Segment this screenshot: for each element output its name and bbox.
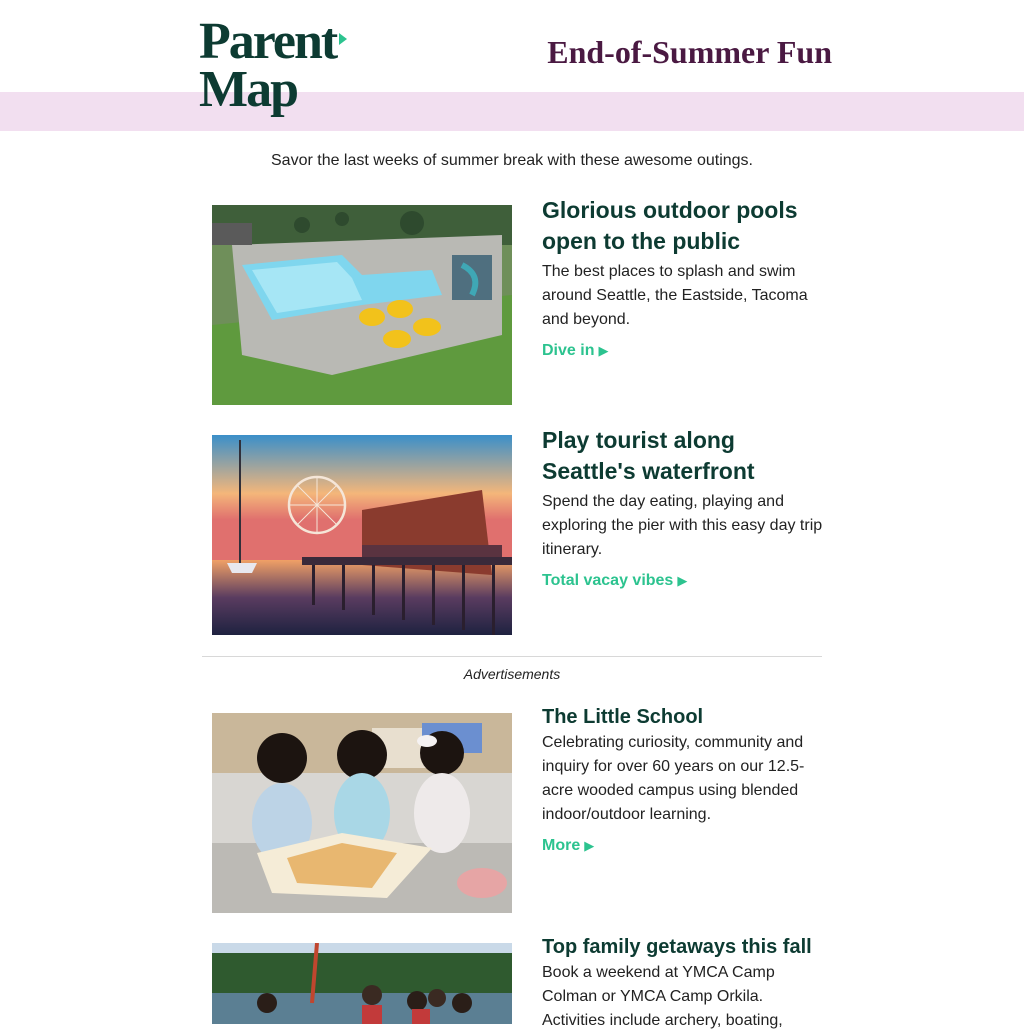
ad-title[interactable]: Top family getaways this fall (542, 936, 812, 958)
header-title: End-of-Summer Fun (547, 34, 832, 70)
link-label: More (542, 837, 581, 854)
link-label: Total vacay vibes (542, 572, 674, 589)
logo-line-1: Parent (199, 13, 337, 70)
article-description: Spend the day eating, playing and exploring the pier with this easy day trip itinerary. (542, 493, 823, 558)
play-triangle-icon: ▶ (584, 838, 595, 853)
play-triangle-icon: ▶ (677, 573, 688, 588)
article-title[interactable]: Play tourist along Seattle's waterfront (542, 427, 755, 484)
pool-image[interactable] (212, 205, 512, 405)
section-divider (202, 656, 822, 657)
waterfront-image[interactable] (212, 435, 512, 635)
parentmap-logo[interactable] (199, 13, 359, 122)
article-text (542, 197, 824, 360)
ad-description: Celebrating curiosity, community and inquiry for over 60 years on our 12.5-acre wooded campus using blended indoor/outdoor learning. (542, 734, 805, 823)
ad-text (542, 706, 824, 855)
logo-triangle-icon (339, 33, 347, 45)
article-description: The best places to splash and swim around Seattle, the Eastside, Tacoma and beyond. (542, 263, 808, 328)
intro-text: Savor the last weeks of summer break with these awesome outings. (271, 152, 753, 169)
ad-text (542, 936, 824, 1033)
more-link[interactable] (542, 837, 594, 855)
ad-title[interactable]: The Little School (542, 706, 704, 728)
ad-description: Book a weekend at YMCA Camp Colman or YMCA Camp Orkila. Activities include archery, boating, (542, 964, 783, 1029)
email-header (0, 0, 1024, 118)
logo-line-2: Map (199, 61, 297, 118)
total-vacay-vibes-link[interactable] (542, 572, 687, 590)
dive-in-link[interactable] (542, 342, 608, 360)
children-reading-image[interactable] (212, 713, 512, 913)
advertisements-label: Advertisements (463, 666, 561, 682)
article-text (542, 427, 824, 590)
article-title[interactable]: Glorious outdoor pools open to the public (542, 197, 798, 254)
play-triangle-icon: ▶ (598, 343, 609, 358)
kayak-group-image[interactable] (212, 943, 512, 1024)
link-label: Dive in (542, 342, 595, 359)
header-band (0, 92, 1024, 131)
